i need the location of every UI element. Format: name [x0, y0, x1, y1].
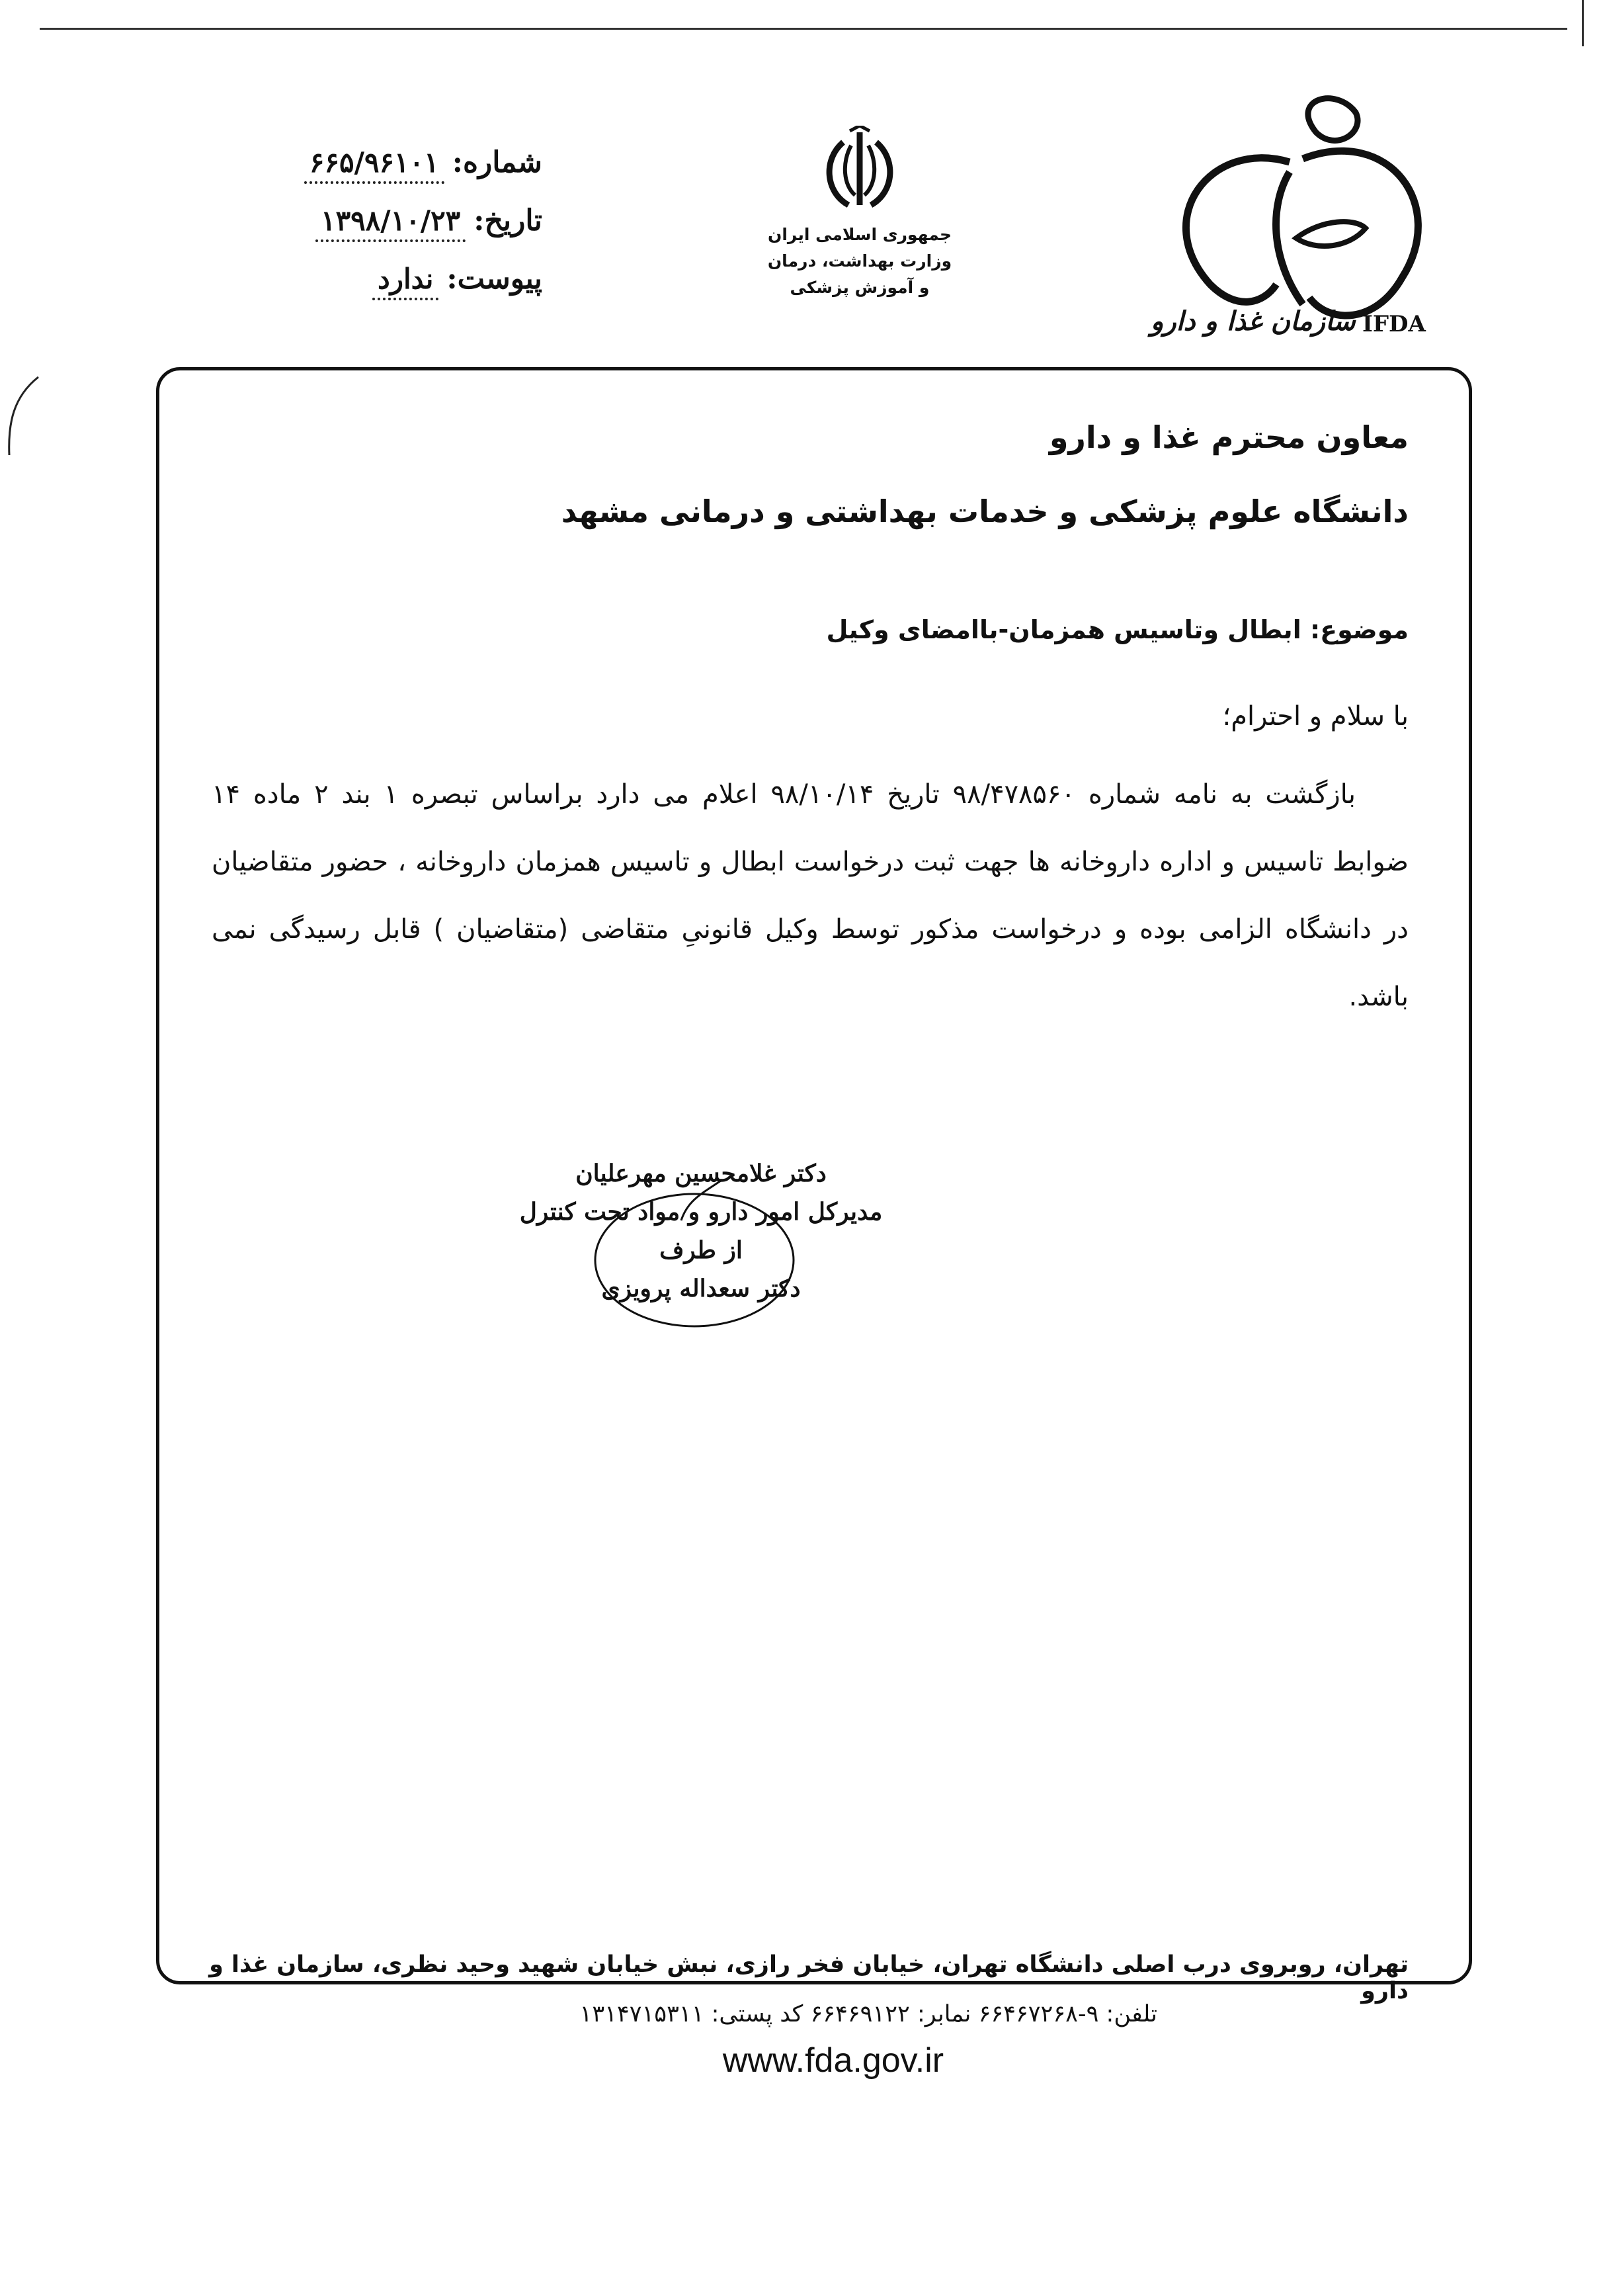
letter-greeting: با سلام و احترام؛ [1222, 701, 1409, 732]
recipient-title: معاون محترم غذا و دارو [1049, 419, 1409, 455]
letter-body: بازگشت به نامه شماره ۹۸/۴۷۸۵۶۰ تاریخ ۹۸/۱۰/۱۴ اعلام می دارد براساس تبصره ۱ بند ۲ ماده ۱۴ ضوابط تاسیس و اداره داروخانه ها جهت ثبت درخواست ابطال و تاسیس همزمان داروخانه ، حضور متقاضیان در دانشگاه الزامی بوده و درخواست مذکور توسط وکیل قانونیِ متقاضی (متقاضیان ) قابل رسیدگی نمی باشد. [212, 779, 1409, 1012]
meta-number-row [231, 146, 542, 204]
signer-name: دکتر غلامحسین مهرعلیان [575, 1160, 827, 1187]
iran-emblem-icon [817, 126, 903, 218]
signature-block [489, 1154, 913, 1308]
ministry-line: جمهوری اسلامی ایران [768, 225, 952, 244]
signer-title: مدیرکل امور دارو و مواد تحت کنترل [519, 1198, 883, 1226]
scan-artifact-curve [0, 370, 40, 456]
number-value: ۶۶۵/۹۶۱۰۱ [304, 146, 444, 184]
date-value: ۱۳۹۸/۱۰/۲۳ [315, 204, 466, 242]
footer-address: تهران، روبروی درب اصلی دانشگاه تهران، خیابان فخر رازی، نبش خیابان شهید وحید نظری، سازمان غذا و دارو [209, 1951, 1409, 2004]
ministry-line: و آموزش پزشکی [790, 278, 930, 297]
on-behalf-label: از طرف [659, 1236, 743, 1264]
ifda-abbr: IFDA [1362, 311, 1426, 337]
ifda-org-name: سازمان غذا و دارو [1151, 306, 1356, 337]
recipient-university: دانشگاه علوم پزشکی و خدمات بهداشتی و درمانی مشهد [561, 493, 1409, 529]
date-label: تاریخ: [473, 204, 542, 237]
attachment-label: پیوست: [446, 262, 542, 296]
footer-website: www.fda.gov.ir [722, 2041, 944, 2080]
attachment-value: ندارد [372, 263, 438, 300]
ministry-line: وزارت بهداشت، درمان [767, 251, 952, 271]
scan-artifact-line [40, 28, 1567, 30]
delegate-name: دکتر سعداله پرویزی [601, 1275, 801, 1302]
number-label: شماره: [452, 146, 542, 179]
scan-artifact-tick [1582, 0, 1584, 46]
recipient-block [198, 400, 1409, 548]
footer-contact: تلفن: ۹-۶۶۴۶۷۲۶۸ نمابر: ۶۶۴۶۹۱۲۲ کد پستی: ۱۳۱۴۷۱۵۳۱۱ [579, 2001, 1157, 2027]
ministry-block [714, 222, 1005, 301]
meta-date-row [231, 204, 542, 262]
letter-meta [231, 146, 542, 320]
letter-subject: موضوع: ابطال وتاسیس همزمان-باامضای وکیل [826, 615, 1409, 644]
meta-attachment-row [231, 262, 542, 320]
